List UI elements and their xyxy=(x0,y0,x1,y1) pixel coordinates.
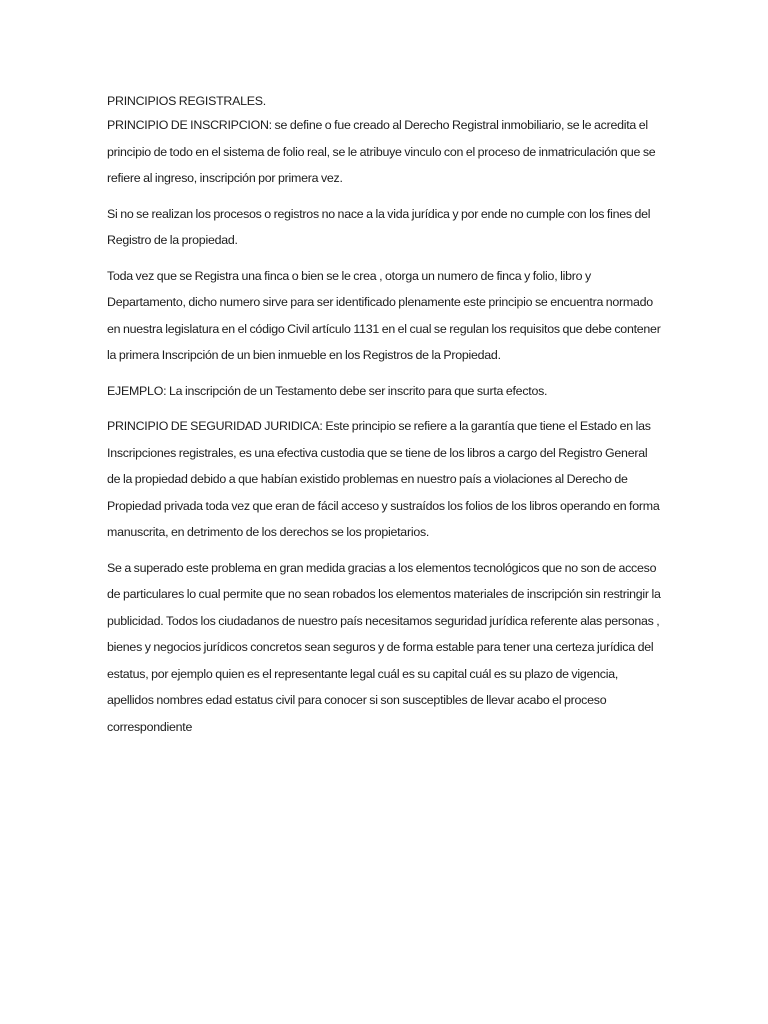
document-body xyxy=(107,92,663,740)
paragraph-ejemplo: EJEMPLO: La inscripción de un Testamento debe ser inscrito para que surta efectos. xyxy=(107,383,548,398)
paragraph-seguridad-juridica: PRINCIPIO DE SEGURIDAD JURIDICA: Este principio se refiere a la garantía que tiene el Estado en las Inscripciones registrales, es una efectiva custodia que se tiene de los libros a cargo del Registro General de la propiedad debido a que habían existido problemas en nuestro país a violaciones al Derecho de Propiedad privada toda vez que eran de fácil acceso y sustraídos los folios de los libros operando en forma manuscrita, en detrimento de los derechos se los propietarios. xyxy=(107,419,660,539)
paragraph-vida-juridica: Si no se realizan los procesos o registros no nace a la vida jurídica y por ende no cumple con los fines del Registro de la propiedad. xyxy=(107,206,651,247)
paragraph-elementos-tecnologicos: Se a superado este problema en gran medida gracias a los elementos tecnológicos que no son de acceso de particulares lo cual permite que no sean robados los elementos materiales de inscripción sin restringir la publicidad. Todos los ciudadanos de nuestro país necesitamos seguridad jurídica referente alas personas , bienes y negocios jurídicos concretos sean seguros y de forma estable para tener una certeza jurídica del estatus, por ejemplo quien es el representante legal cuál es su capital cuál es su plazo de vigencia, apellidos nombres edad estatus civil para conocer si son susceptibles de llevar acabo el proceso correspondiente xyxy=(107,560,661,734)
paragraph-registro-finca: Toda vez que se Registra una finca o bien se le crea , otorga un numero de finca y folio, libro y Departamento, dicho numero sirve para ser identificado plenamente este principio se encuentra normado en nuestra legislatura en el código Civil artículo 1131 en el cual se regulan los requisitos que debe contener la primera Inscripción de un bien inmueble en los Registros de la Propiedad. xyxy=(107,268,661,362)
document-title: PRINCIPIOS REGISTRALES. xyxy=(107,94,266,108)
paragraph-principio-inscripcion: PRINCIPIO DE INSCRIPCION: se define o fue creado al Derecho Registral inmobiliario, se le acredita el principio de todo en el sistema de folio real, se le atribuye vinculo con el proceso de inmatriculación que se refiere al ingreso, inscripción por primera vez. xyxy=(107,118,656,185)
